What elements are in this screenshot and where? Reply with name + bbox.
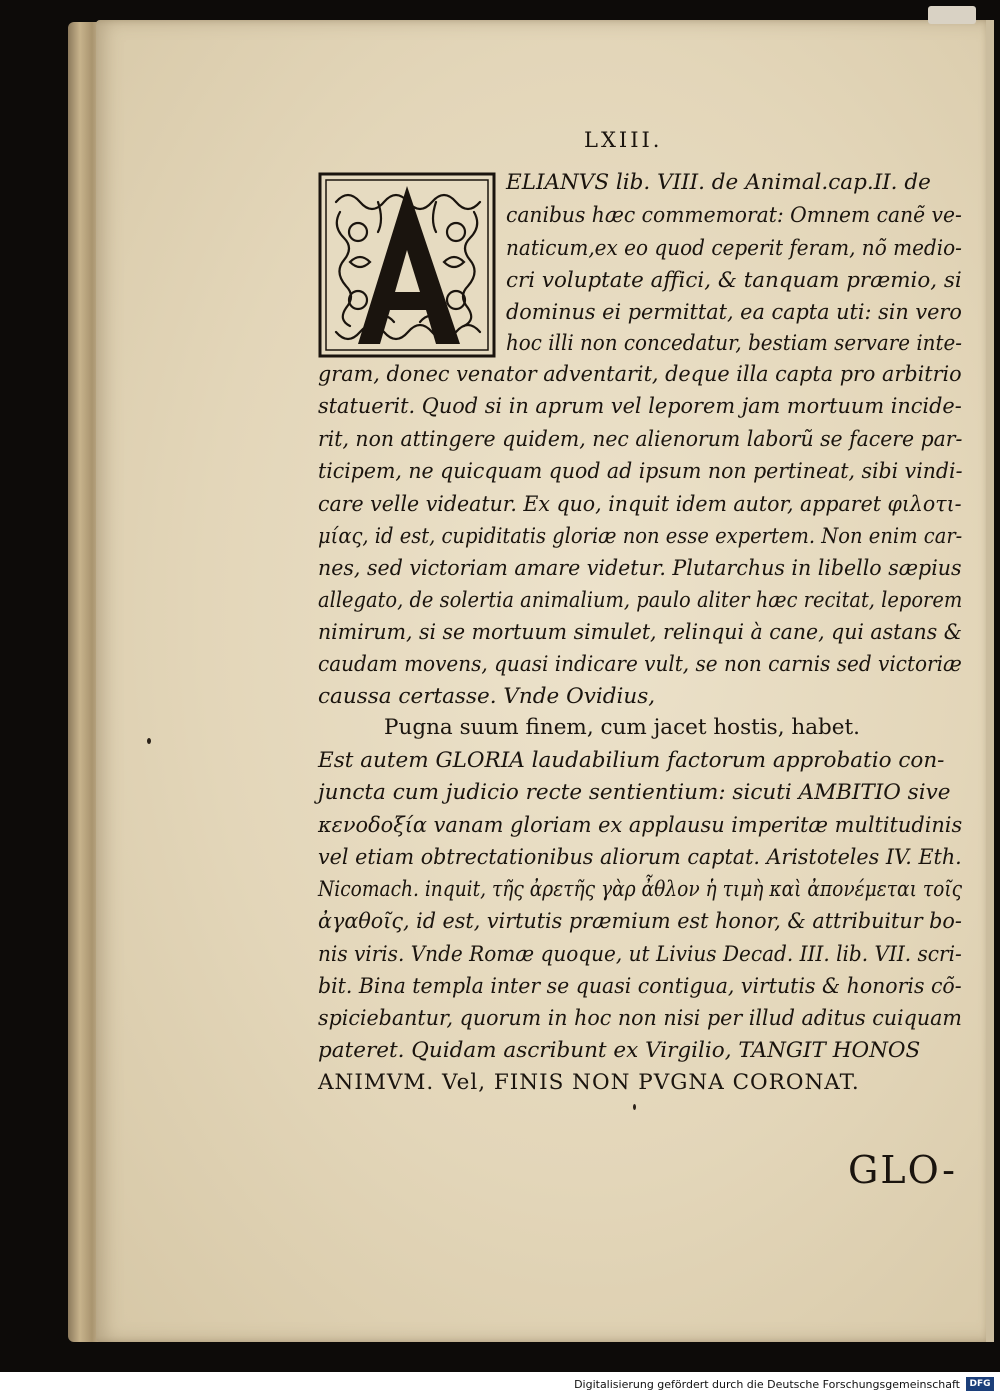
text-line: ticipem, ne quicquam quod ad ipsum non pertineat, sibi vindi- — [318, 459, 963, 484]
verse-quotation: Pugna suum finem, cum jacet hostis, habet. — [384, 715, 860, 740]
text-line: caudam movens, quasi indicare vult, se non carnis sed victoriæ — [318, 652, 962, 677]
text-line: ELIANVS lib. VIII. de Animal.cap.II. de — [506, 170, 931, 195]
folio-number: LXIII. — [584, 128, 663, 152]
text-line: bit. Bina templa inter se quasi contigua, virtutis & honoris cõ- — [318, 974, 962, 999]
text-line: cri voluptate affici, & tanquam præmio, si — [506, 268, 962, 293]
text-line: Nicomach. inquit, τῆς ἀρετῆς γὰρ ἆθλον ἡ τιμὴ καὶ ἀπονέμεται τοῖς — [318, 877, 963, 902]
text-line: vel etiam obtrectationibus aliorum captat. Aristoteles IV. Eth. — [318, 845, 962, 870]
text-line: allegato, de solertia animalium, paulo aliter hæc recitat, leporem — [318, 588, 963, 613]
text-line: ἀγαθοῖς, id est, virtutis præmium est honor, & attribuitur bo- — [318, 909, 962, 934]
paper-speck — [147, 738, 151, 744]
text-line: nimirum, si se mortuum simulet, relinqui à cane, qui astans & — [318, 620, 962, 645]
digitization-footer — [0, 1372, 1000, 1398]
text-line: μίας, id est, cupiditatis gloriæ non esse expertem. Non enim car- — [318, 524, 963, 549]
text-line: κενοδοξία vanam gloriam ex applausu imperitæ multitudinis — [318, 813, 963, 838]
text-line: Est autem GLORIA laudabilium factorum approbatio con- — [318, 748, 945, 773]
text-line: naticum,ex eo quod ceperit feram, nõ medio- — [506, 236, 962, 261]
text-line: care velle videatur. Ex quo, inquit idem autor, apparet φιλοτι- — [318, 492, 962, 517]
catchword: GLO- — [848, 1148, 957, 1192]
text-line: nis viris. Vnde Romæ quoque, ut Livius Decad. III. lib. VII. scri- — [318, 942, 962, 967]
text-line: dominus ei permittat, ea capta uti: sin vero — [506, 300, 962, 325]
text-line: pateret. Quidam ascribunt ex Virgilio, TANGIT HONOS — [318, 1038, 921, 1063]
text-line: gram, donec venator adventarit, deque illa capta pro arbitrio — [318, 362, 962, 387]
funding-credit: Digitalisierung gefördert durch die Deutsche Forschungsgemeinschaft — [574, 1378, 960, 1391]
text-line: nes, sed victoriam amare videtur. Plutarchus in libello sæpius — [318, 556, 962, 581]
text-line: statuerit. Quod si in aprum vel leporem jam mortuum incide- — [318, 394, 962, 419]
page-gutter — [986, 20, 994, 1342]
book-clip — [928, 6, 976, 24]
decorated-initial-a — [318, 172, 496, 358]
text-line: juncta cum judicio recte sentientium: sicuti AMBITIO sive — [318, 780, 951, 805]
text-line: caussa certasse. Vnde Ovidius, — [318, 684, 656, 709]
text-line: ANIMVM. Vel, FINIS NON PVGNA CORONAT. — [318, 1070, 860, 1095]
text-line: spiciebantur, quorum in hoc non nisi per illud aditus cuiquam — [318, 1006, 962, 1031]
text-line: rit, non attingere quidem, nec alienorum laborũ se facere par- — [318, 427, 963, 452]
dfg-logo: DFG — [966, 1377, 994, 1391]
text-line: hoc illi non concedatur, bestiam servare inte- — [506, 331, 962, 356]
text-line: canibus hæc commemorat: Omnem canẽ ve- — [506, 203, 962, 228]
paper-speck — [633, 1104, 636, 1110]
